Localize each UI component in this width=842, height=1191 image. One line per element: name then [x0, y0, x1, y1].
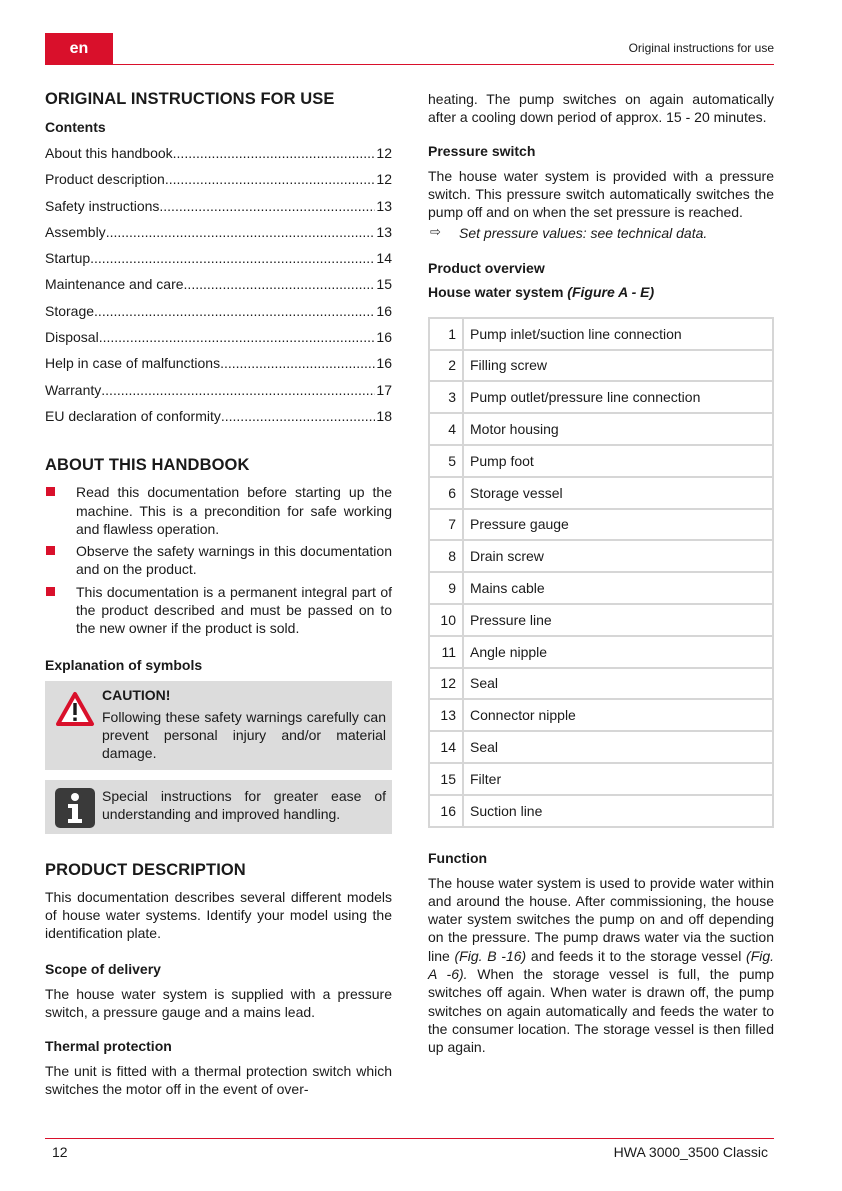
toc-entry-page: 18 — [376, 407, 392, 424]
toc-leader — [94, 302, 375, 320]
list-item — [45, 583, 392, 638]
info-icon — [55, 788, 95, 833]
left-column — [45, 90, 392, 1099]
function-text — [428, 874, 774, 1057]
scope-text: The house water system is supplied with a pressure switch, a pressure gauge and a mains lead. — [45, 985, 392, 1020]
pressure-note-text: Set pressure values: see technical data. — [459, 225, 708, 242]
info-text: Special instructions for greater ease of understanding and improved handling. — [102, 787, 386, 822]
toc-leader — [90, 249, 375, 267]
part-name: Storage vessel — [463, 477, 773, 509]
bullet-square-icon — [46, 546, 55, 555]
table-row — [429, 699, 773, 731]
function-heading: Function — [428, 849, 488, 866]
page-number: 12 — [52, 1144, 68, 1160]
caution-text: Following these safety warnings carefully can prevent personal injury and/or material damage. — [102, 708, 386, 762]
list-item — [45, 483, 392, 538]
house-system-title: House water system — [428, 283, 564, 300]
toc-entry-page: 16 — [376, 329, 392, 346]
product-heading: PRODUCT DESCRIPTION — [45, 860, 246, 879]
part-name: Pump foot — [463, 445, 773, 477]
toc-entry-title: Disposal — [45, 329, 99, 346]
table-row — [429, 572, 773, 604]
part-number: 15 — [429, 763, 463, 795]
toc-entry-title: Startup — [45, 250, 91, 267]
part-name: Pump outlet/pressure line connection — [463, 381, 773, 413]
part-number: 6 — [429, 477, 463, 509]
table-row — [429, 350, 773, 382]
part-number: 13 — [429, 699, 463, 731]
thermal-text: The unit is fitted with a thermal protection switch which switches the motor off in the event of over- — [45, 1063, 392, 1098]
contents-heading: Contents — [45, 119, 106, 135]
toc-entry[interactable] — [45, 249, 392, 275]
part-number: 11 — [429, 636, 463, 668]
bullet-text: This documentation is a permanent integral part of the product described and must be passed on to the new owner if the product is sold. — [76, 583, 392, 637]
house-system-heading — [428, 284, 774, 300]
toc-entry[interactable] — [45, 170, 392, 196]
part-name: Pressure line — [463, 604, 773, 636]
figure-reference: (Fig. B -16) — [454, 947, 527, 964]
part-name: Filling screw — [463, 350, 773, 382]
pressure-switch-heading: Pressure switch — [428, 142, 536, 159]
table-of-contents — [45, 144, 392, 433]
part-name: Connector nipple — [463, 699, 773, 731]
function-text-part: and feeds it to the storage vessel — [530, 947, 742, 964]
toc-entry[interactable] — [45, 144, 392, 170]
toc-leader — [220, 354, 375, 372]
part-name: Drain screw — [463, 540, 773, 572]
toc-entry-page: 16 — [376, 355, 392, 372]
part-number: 2 — [429, 350, 463, 382]
about-heading: ABOUT THIS HANDBOOK — [45, 456, 250, 475]
table-row — [429, 604, 773, 636]
toc-entry-page: 15 — [376, 276, 392, 293]
pressure-note — [428, 224, 774, 242]
thermal-text-continued: heating. The pump switches on again automatically after a cooling down period of approx. 15 - 20 minutes. — [428, 91, 774, 126]
part-name: Pressure gauge — [463, 509, 773, 541]
toc-entry[interactable] — [45, 407, 392, 433]
toc-entry-title: Safety instructions — [45, 197, 160, 214]
toc-leader — [159, 197, 375, 215]
toc-leader — [101, 381, 375, 399]
toc-entry-title: EU declaration of conformity — [45, 407, 221, 424]
toc-entry[interactable] — [45, 223, 392, 249]
footer-divider — [45, 1138, 774, 1139]
list-item — [45, 542, 392, 579]
function-text-part: When the storage vessel is full, the pump switches off again. When water is drawn off, the pump switches on again automatically and feeds the water to the consumer location. The storage vessel is then filled up again. — [428, 966, 774, 1056]
toc-entry-page: 12 — [376, 145, 392, 161]
caution-title: CAUTION! — [102, 686, 171, 703]
toc-entry[interactable] — [45, 302, 392, 328]
part-number: 4 — [429, 413, 463, 445]
bullet-text: Read this documentation before starting up the machine. This is a precondition for safe working and flawless operation. — [76, 484, 392, 537]
warning-triangle-icon — [55, 691, 95, 732]
symbols-heading: Explanation of symbols — [45, 656, 203, 673]
right-column — [428, 90, 774, 1057]
toc-entry-page: 17 — [376, 381, 392, 398]
part-number: 14 — [429, 731, 463, 763]
caution-box — [45, 681, 392, 770]
bullet-square-icon — [46, 587, 55, 596]
toc-leader — [106, 223, 376, 241]
table-row — [429, 445, 773, 477]
toc-entry[interactable] — [45, 328, 392, 354]
part-number: 8 — [429, 540, 463, 572]
toc-entry[interactable] — [45, 381, 392, 407]
toc-entry[interactable] — [45, 354, 392, 380]
table-row — [429, 477, 773, 509]
toc-entry-title: About this handbook — [45, 145, 173, 161]
table-row — [429, 636, 773, 668]
thermal-heading: Thermal protection — [45, 1038, 172, 1055]
part-number: 9 — [429, 572, 463, 604]
parts-table — [428, 317, 774, 828]
toc-entry-page: 13 — [376, 223, 392, 240]
part-number: 1 — [429, 318, 463, 350]
info-box — [45, 780, 392, 834]
figure-reference: (Figure A - E) — [567, 283, 655, 300]
pressure-switch-text: The house water system is provided with a pressure switch. This pressure switch automatically switches the pump off and on when the set pressure is reached. — [428, 167, 774, 221]
toc-entry-title: Maintenance and care — [45, 276, 184, 293]
bullet-square-icon — [46, 487, 55, 496]
toc-entry-title: Storage — [45, 302, 95, 319]
function-text-part: The house water system is used to provide water within and around the house. After commissioning, the house water system switches the pump on and off depending on the pressure. The pump draws water via the suction line — [428, 874, 774, 964]
toc-leader — [173, 144, 376, 162]
scope-heading: Scope of delivery — [45, 960, 161, 977]
part-name: Angle nipple — [463, 636, 773, 668]
header-title: Original instructions for use — [628, 41, 774, 55]
table-row — [429, 318, 773, 350]
part-name: Seal — [463, 731, 773, 763]
toc-leader — [99, 328, 376, 346]
toc-entry-title: Warranty — [45, 381, 102, 398]
product-text: This documentation describes several different models of house water systems. Identify your model using the identification plate. — [45, 888, 392, 942]
main-title: ORIGINAL INSTRUCTIONS FOR USE — [45, 90, 335, 108]
toc-entry-title: Help in case of malfunctions — [45, 355, 221, 372]
toc-entry[interactable] — [45, 197, 392, 223]
bullet-text: Observe the safety warnings in this documentation and on the product. — [76, 543, 392, 578]
part-number: 7 — [429, 509, 463, 541]
part-number: 3 — [429, 381, 463, 413]
toc-entry-page: 16 — [376, 302, 392, 319]
table-row — [429, 731, 773, 763]
part-number: 16 — [429, 795, 463, 827]
toc-entry-page: 12 — [376, 171, 392, 188]
part-number: 12 — [429, 668, 463, 700]
toc-leader — [165, 170, 376, 188]
figure-reference: (Fig. A -6). — [428, 947, 775, 983]
table-row — [429, 381, 773, 413]
toc-leader — [221, 407, 376, 425]
part-number: 10 — [429, 604, 463, 636]
toc-entry-page: 14 — [376, 250, 392, 267]
language-tab: en — [45, 33, 113, 65]
header-divider — [45, 64, 774, 65]
part-name: Seal — [463, 668, 773, 700]
toc-entry-title: Product description — [45, 171, 165, 188]
part-name: Mains cable — [463, 572, 773, 604]
table-row — [429, 413, 773, 445]
part-name: Motor housing — [463, 413, 773, 445]
toc-entry[interactable] — [45, 275, 392, 301]
toc-entry-page: 13 — [376, 197, 392, 214]
part-number: 5 — [429, 445, 463, 477]
table-row — [429, 540, 773, 572]
part-name: Suction line — [463, 795, 773, 827]
about-bullet-list — [45, 483, 392, 637]
part-name: Filter — [463, 763, 773, 795]
toc-leader — [184, 275, 376, 293]
part-name: Pump inlet/suction line connection — [463, 318, 773, 350]
table-row — [429, 509, 773, 541]
table-row — [429, 763, 773, 795]
footer-model: HWA 3000_3500 Classic — [613, 1144, 768, 1160]
toc-entry-title: Assembly — [45, 223, 106, 240]
arrow-right-icon: ⇨ — [430, 224, 441, 240]
overview-heading: Product overview — [428, 259, 545, 276]
table-row — [429, 668, 773, 700]
table-row — [429, 795, 773, 827]
